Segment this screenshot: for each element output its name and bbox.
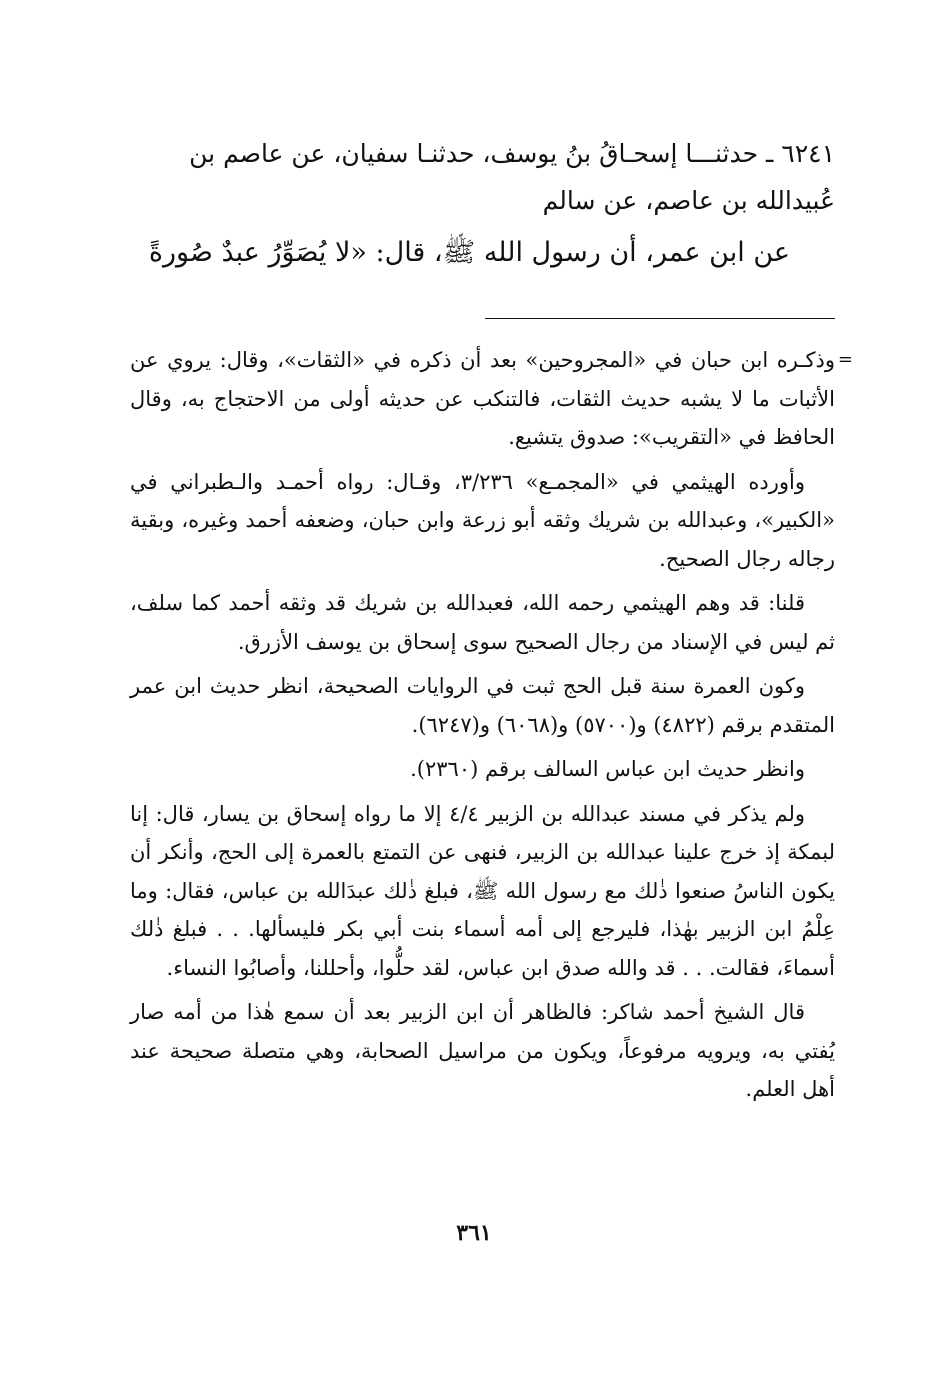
hadith-text	[130, 130, 835, 282]
footnotes	[130, 341, 853, 1109]
footnote-paragraph: وانظر حديث ابن عباس السالف برقم (٢٣٦٠).	[410, 757, 805, 781]
page-body	[130, 130, 853, 1115]
page-number: ٣٦١	[456, 1220, 492, 1246]
hadith-line-3: عن ابن عمر، أن رسول الله ﷺ، قال: «لا يُصَوِّرُ عبدٌ صُورةً	[148, 237, 790, 268]
footnote-paragraph: قال الشيخ أحمد شاكر: فالظاهر أن ابن الزبير بعد أن سمع هٰذا من أمه صار يُفتي به، ويرويه مرفوعاً، ويكون من مراسيل الصحابة، وهي متصلة صحيحة عند أهل العلم.	[130, 1000, 835, 1101]
footnote-paragraph	[130, 341, 853, 457]
hadith-line-1: ٦٢٤١ ـ حدثنـــا إسحـاقُ بنُ يوسف، حدثنـا سفيان، عن عاصم بن	[189, 139, 835, 168]
hadith-line-2: عُبيدالله بن عاصم، عن سالم	[542, 186, 835, 215]
footnote-paragraph: وأورده الهيثمي في «المجمـع» ٣/٢٣٦، وقـال: رواه أحمـد والـطبراني في «الكبير»، وعبدالله بن شريك وثقه أبو زرعة وابن حبان، وضعفه أحمد وغيره، وبقية رجاله رجال الصحيح.	[130, 469, 835, 571]
footnote-paragraph: ولم يذكر في مسند عبدالله بن الزبير ٤/٤ إلا ما رواه إسحاق بن يسار، قال: إنا لبمكة إذ خرج علينا عبدالله بن الزبير، فنهى عن التمتع بالعمرة إلى الحج، وأنكر أن يكون الناسُ صنعوا ذٰلك مع رسول الله ﷺ، فبلغ ذٰلك عبدَالله بن عباس، فقال: وما عِلْمُ ابن الزبير بهٰذا، فليرجع إلى أمه أسماء بنت أبي بكر فليسألها. . . فبلغ ذٰلك أسماءَ، فقالت. . . قد والله صدق ابن عباس، لقد حلُّوا، وأحللنا، وأصابُوا النساء.	[130, 801, 835, 980]
footnote-separator	[485, 318, 835, 319]
footnote-paragraph: قلنا: قد وهم الهيثمي رحمه الله، فعبدالله بن شريك قد وثقه أحمد كما سلف، ثم ليس في الإسناد من رجال الصحيح سوى إسحاق بن يوسف الأزرق.	[130, 591, 835, 654]
footnote-paragraph: وكون العمرة سنة قبل الحج ثبت في الروايات الصحيحة، انظر حديث ابن عمر المتقدم برقم (٤٨٢٢) و(٥٧٠٠) و(٦٠٦٨) و(٦٢٤٧).	[130, 674, 835, 737]
footnote-text: وذكـره ابن حبان في «المجروحين» بعد أن ذكره في «الثقات»، وقال: يروي عن الأثبات ما لا يشبه حديث الثقات، فالتنكب عن حديثه أولى من الاحتجاج به، وقال الحافظ في «التقريب»: صدوق يتشيع.	[130, 348, 835, 449]
continuation-mark: =	[837, 349, 853, 370]
